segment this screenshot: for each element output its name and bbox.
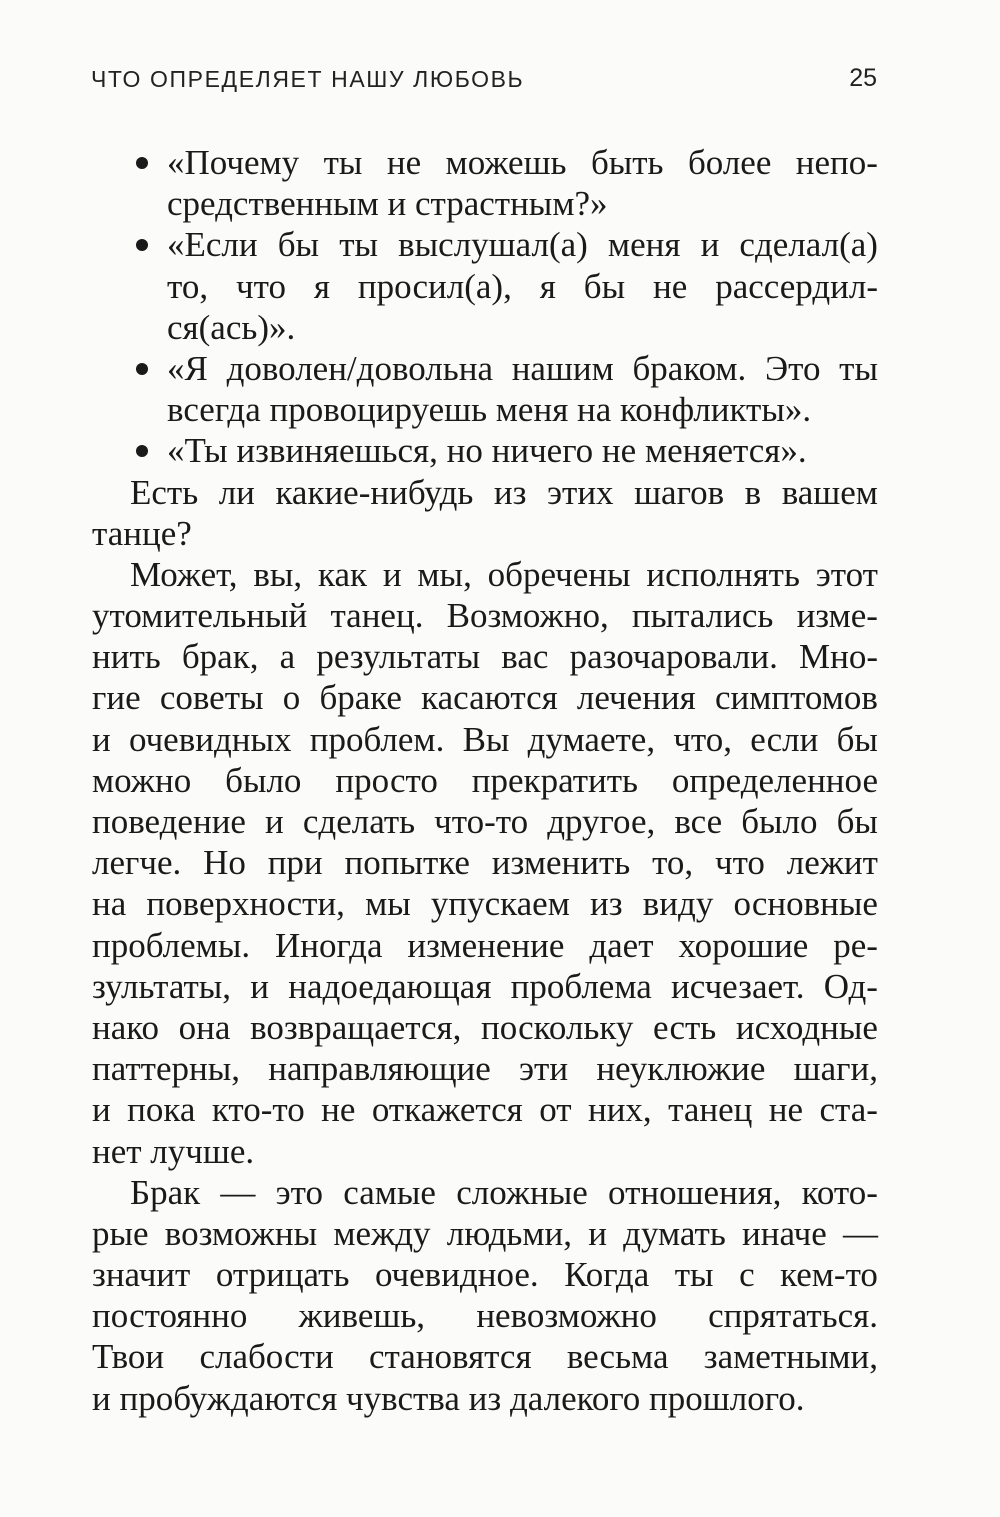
word: шагов [634,472,725,512]
word: касаются [421,678,558,718]
word: сложные [456,1172,588,1212]
word: поведение [92,802,246,841]
text-line [92,595,878,636]
word: этот [815,554,878,594]
word: возвращается, [250,1007,462,1047]
word: меня [607,225,681,265]
word: что, [673,719,732,759]
word: я [313,266,330,306]
word: изменение [407,925,565,965]
text-line [92,348,878,389]
text-line [92,883,878,924]
word: и [588,1213,607,1253]
text-line [92,1336,878,1377]
bullet-icon [136,157,148,169]
word: гие [92,678,141,718]
word: Возможно, [446,596,609,636]
word: ста- [819,1090,878,1130]
word: Когда [564,1255,650,1295]
text-line [92,1213,878,1254]
word: что [236,266,286,306]
text-line: нет лучше. [92,1131,255,1171]
paragraph [92,554,878,1172]
word: рассердил- [715,266,878,306]
word: спрятаться. [708,1296,878,1336]
word: Может, [130,554,238,594]
word: виду [642,884,714,924]
word: «Я [167,348,208,388]
word: в [744,472,762,512]
word: слабости [199,1337,334,1377]
bullet-icon [136,239,148,251]
text-line [92,1048,878,1089]
word: более [687,143,772,182]
word: дает [589,925,654,965]
word: между [333,1213,431,1253]
word: от [539,1090,572,1130]
text-line [92,224,878,265]
word: шаги, [793,1049,878,1089]
text-line: и пробуждаются чувства из далекого прошлого. [92,1378,805,1418]
text-line [92,636,878,677]
word: танец [668,1090,753,1130]
word: пытались [631,596,774,636]
word: не [386,143,422,182]
word: весьма [566,1337,669,1377]
word: поскольку [481,1007,634,1047]
text-line [92,760,878,801]
word: если [750,719,819,759]
word: какие-нибудь [275,472,474,512]
word: просто [335,760,438,800]
word: поверхности, [146,884,345,924]
text-line [92,1172,878,1213]
word: не [768,1090,804,1130]
word: этих [547,472,614,512]
word: исчезает. [671,966,805,1006]
text-line [92,266,878,307]
word: ты [674,1255,714,1295]
bullet-item [92,348,878,430]
word: было [741,802,818,841]
word: мы, [417,554,472,594]
text-line [92,719,878,760]
word: разочаровали. [569,637,778,677]
word: Од- [823,966,878,1006]
word: направляющие [268,1049,491,1089]
word: нако [92,1007,159,1047]
word: Мно- [798,637,878,677]
word: ли [218,472,255,512]
text-line [92,966,878,1007]
word: них, [587,1090,652,1130]
word: не [321,1090,356,1130]
word: кто-то [211,1090,305,1130]
word: — [842,1213,878,1253]
word: ты [323,143,363,182]
text-line [92,677,878,718]
word: Есть [130,472,199,512]
word: бы [583,266,626,306]
word: значит [92,1255,191,1295]
word: и [92,1090,111,1130]
word: и [250,966,270,1006]
word: при [267,843,323,883]
word: — [220,1172,256,1212]
word: упускаем [430,884,570,924]
body-text [92,142,878,1419]
word: очевидных [128,719,292,759]
word: исполнять [646,554,800,594]
word: нить [92,637,161,677]
line-text: «Ты извиняешься, но ничего не меняется». [167,431,807,471]
word: зультаты, [92,966,232,1006]
word: бы [277,225,320,265]
text-line [92,1007,878,1048]
word: паттерны, [92,1049,240,1089]
word: брак, [181,637,259,677]
word: кем-то [780,1255,878,1295]
word: есть [653,1007,717,1047]
word: эти [519,1049,569,1089]
word: как [318,554,368,594]
word: бы [836,719,878,759]
word: Иногда [275,925,383,965]
word: и [265,802,284,841]
word: непо- [795,143,878,182]
text-line [92,472,878,513]
word: это [275,1172,323,1212]
word: думаете, [527,719,656,759]
word: вы, [253,554,303,594]
word: браком. [632,348,747,388]
word: очевидное. [374,1255,539,1295]
word: нашим [511,348,614,388]
word: думать [623,1213,726,1253]
bullet-item [92,224,878,348]
word: лежит [786,843,878,883]
word: доволен/довольна [226,348,493,388]
word: то, [652,843,694,883]
word: то, [167,266,209,306]
word: становятся [369,1337,532,1377]
word: неуклюжие [596,1049,766,1089]
word: Твои [92,1337,165,1377]
word: и [92,719,111,759]
word: и [700,225,720,265]
word: исходные [735,1007,878,1047]
word: живешь, [298,1296,426,1336]
word: ты [339,225,379,265]
word: хорошие [678,925,809,965]
word: отношения, [608,1172,782,1212]
word: иначе [742,1213,827,1253]
bullet-item [92,142,878,224]
word: прекратить [471,760,638,800]
word: а [279,637,296,677]
word: Но [203,843,246,883]
word: вас [501,637,549,677]
word: с [739,1255,755,1295]
word: ты [839,348,878,388]
word: все [674,802,723,841]
text-line: средственным и страстным?» [167,184,608,224]
word: лечения [576,678,696,718]
word: на [92,884,127,924]
word: можешь [445,143,567,182]
word: мы [365,884,411,924]
word: «Если [167,225,258,265]
word: «Почему [167,143,300,182]
word: Вы [462,719,510,759]
word: танец. [330,596,424,636]
word: легче. [92,843,182,883]
word: советы [159,678,264,718]
word: и [382,554,402,594]
word: постоянно [92,1296,248,1336]
word: результаты [316,637,481,677]
word: проблемы. [92,925,251,965]
word: основные [733,884,878,924]
word: о [282,678,301,718]
text-line [92,801,878,842]
word: что [714,843,765,883]
word: проблема [510,966,652,1006]
text-line [92,925,878,966]
word: кото- [801,1172,878,1212]
text-line [92,1089,878,1130]
word: заметными, [703,1337,878,1377]
word: можно [92,760,192,800]
word: попытке [344,843,470,883]
word: проблем. [309,719,445,759]
word: изменить [491,843,631,883]
text-line: танце? [92,513,192,553]
word: было [225,760,302,800]
text-line [92,430,878,471]
text-line [92,1295,878,1336]
word: быть [590,143,664,182]
running-head: ЧТО ОПРЕДЕЛЯЕТ НАШУ ЛЮБОВЬ [91,66,525,92]
word: Брак [130,1172,201,1212]
word: выслушал(а) [398,225,588,265]
word: самые [343,1172,436,1212]
word: обречены [487,554,631,594]
bullet-icon [136,363,148,375]
text-line: ся(ась)». [167,307,296,347]
word: браке [319,678,402,718]
word: определенное [671,760,878,800]
word: из [493,472,527,512]
bullet-icon [136,445,148,457]
page-number: 25 [849,64,877,92]
word: сделал(а) [739,225,878,265]
word: пока [127,1090,196,1130]
word: рые [92,1213,149,1253]
word: просил(а), [357,266,512,306]
paragraph [92,1172,878,1419]
word: симптомов [714,678,878,718]
word: бы [836,802,878,841]
word: она [178,1007,231,1047]
word: откажется [371,1090,523,1130]
word: из [590,884,623,924]
word: надоедающая [288,966,492,1006]
word: не [653,266,688,306]
word: людьми, [446,1213,572,1253]
word: изме- [796,596,878,636]
word: что-то [434,802,529,841]
word: невозможно [476,1296,657,1336]
paragraph [92,472,878,554]
word: отрицать [215,1255,350,1295]
text-line: всегда провоцируешь меня на конфликты». [167,390,812,430]
word: другое, [547,802,656,841]
text-line [92,842,878,883]
word: утомительный [92,596,308,636]
word: Это [765,348,821,388]
word: сделать [302,802,416,841]
word: возможны [164,1213,318,1253]
text-line [92,554,878,595]
word: ре- [833,925,878,965]
text-line [92,142,878,183]
word: я [539,266,556,306]
word: вашем [781,472,878,512]
text-line [92,1254,878,1295]
bullet-item [92,430,878,471]
